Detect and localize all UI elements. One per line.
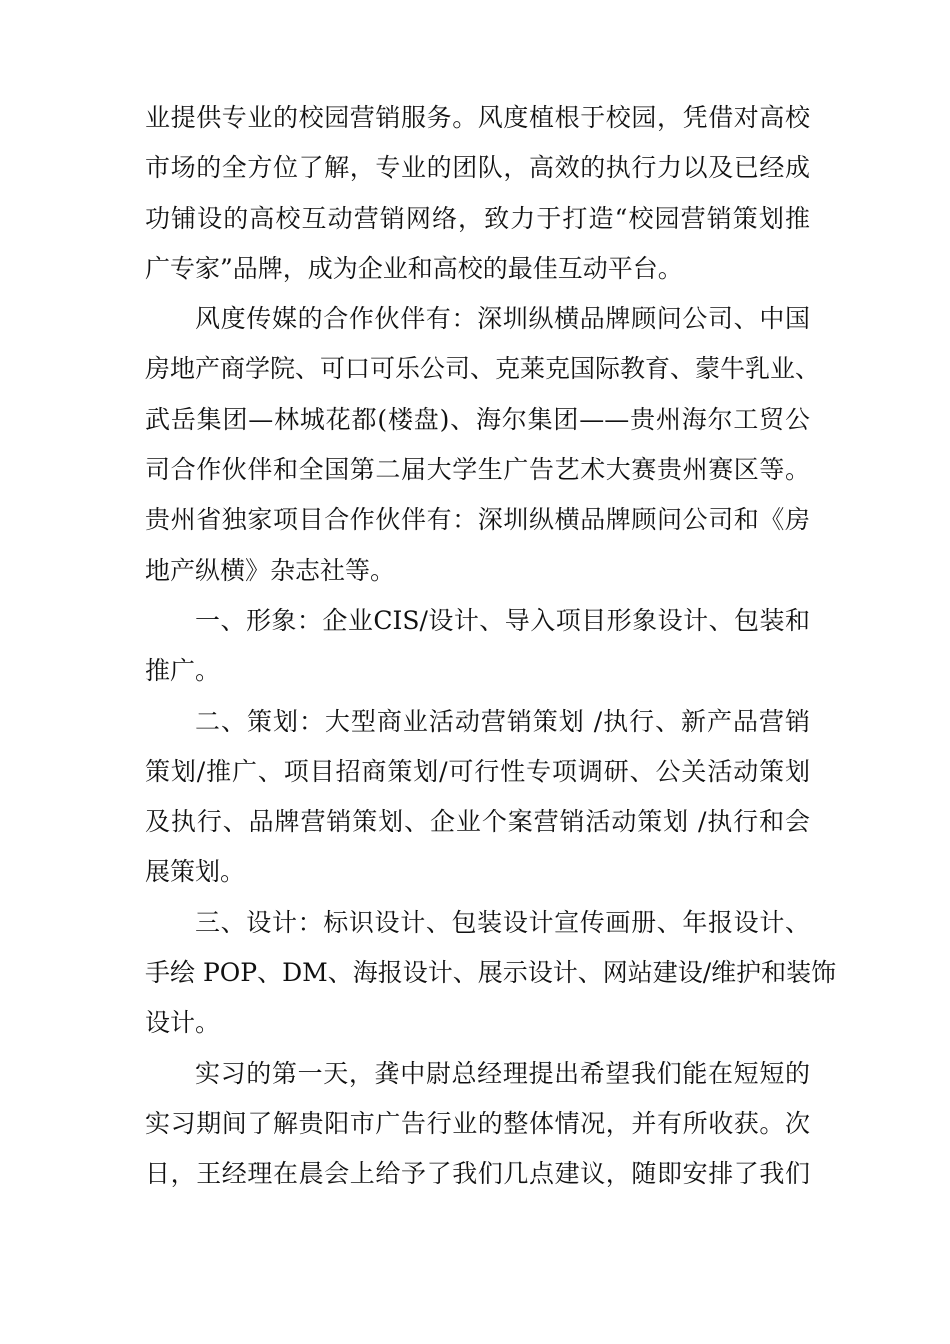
- text-line: 实习的第一天，龚中尉总经理提出希望我们能在短短的: [195, 1058, 810, 1088]
- text-line: 策划/推广、项目招商策划/可行性专项调研、公关活动策划: [145, 756, 810, 786]
- body-text: [145, 93, 837, 1200]
- text-line: 推广。: [145, 656, 221, 686]
- text-line: 二、策划：大型商业活动营销策划 /执行、新产品营销: [195, 706, 810, 736]
- text-line: 及执行、品牌营销策划、企业个案营销活动策划 /执行和会: [145, 807, 810, 837]
- text-line: 实习期间了解贵阳市广告行业的整体情况，并有所收获。次: [145, 1108, 810, 1138]
- text-line: 武岳集团—林城花都(楼盘)、海尔集团——贵州海尔工贸公: [145, 404, 810, 434]
- text-line: 司合作伙伴和全国第二届大学生广告艺术大赛贵州赛区等。: [145, 455, 810, 485]
- text-line: 手绘 POP、DM、海报设计、展示设计、网站建设/维护和装饰: [145, 958, 837, 988]
- text-line: 贵州省独家项目合作伙伴有：深圳纵横品牌顾问公司和《房: [145, 505, 810, 535]
- text-line: 房地产商学院、可口可乐公司、克莱克国际教育、蒙牛乳业、: [145, 354, 821, 384]
- text-line: 功铺设的高校互动营销网络，致力于打造“校园营销策划推: [145, 203, 810, 233]
- text-line: 展策划。: [145, 857, 246, 887]
- text-line: 业提供专业的校园营销服务。风度植根于校园，凭借对高校: [145, 103, 810, 132]
- text-line: 风度传媒的合作伙伴有：深圳纵横品牌顾问公司、中国: [195, 304, 810, 334]
- text-line: 一、形象：企业CIS/设计、导入项目形象设计、包装和: [195, 605, 810, 635]
- text-line: 三、设计：标识设计、包装设计宣传画册、年报设计、: [195, 907, 810, 937]
- text-line: 地产纵横》杂志社等。: [145, 555, 396, 585]
- text-line: 设计。: [145, 1008, 221, 1038]
- text-line: 广专家”品牌，成为企业和高校的最佳互动平台。: [145, 253, 683, 283]
- text-line: 市场的全方位了解，专业的团队，高效的执行力以及已经成: [145, 153, 810, 183]
- text-line: 日，王经理在晨会上给予了我们几点建议，随即安排了我们: [145, 1159, 810, 1189]
